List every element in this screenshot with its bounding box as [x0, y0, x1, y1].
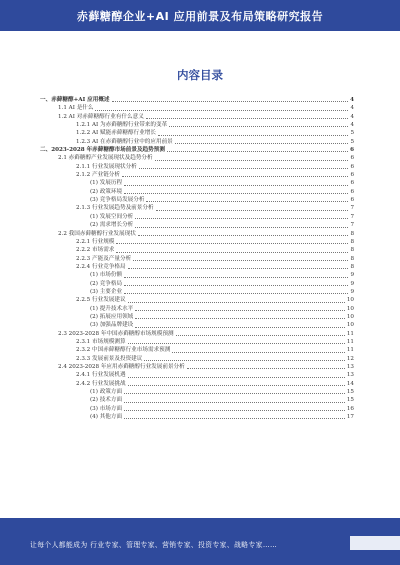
toc-entry-label: 2.2.5 行业发展建议	[76, 297, 126, 304]
toc-leader-dots	[135, 217, 348, 219]
toc-entry-page: 13	[346, 372, 354, 379]
toc-entry[interactable]	[36, 138, 354, 146]
toc-entry-label: 2.4.1 行业发展机遇	[76, 372, 126, 379]
toc-leader-dots	[135, 326, 345, 328]
toc-entry-label: 2.3 2023-2028 年中国赤藓糖醇市场规模预测	[58, 330, 174, 337]
toc-entry[interactable]	[36, 255, 354, 263]
toc-entry[interactable]	[36, 213, 354, 221]
toc-entry-page: 10	[346, 322, 354, 329]
toc-entry[interactable]	[36, 413, 354, 421]
toc-entry-label: 2.1.1 行业发展现状分析	[76, 163, 137, 170]
toc-entry-label: (2) 拓展应用领域	[90, 313, 134, 320]
toc-entry-label: 2.4 2023-2028 年应用赤藓糖醇行业发展前景分析	[58, 364, 185, 370]
toc-entry[interactable]	[36, 355, 354, 363]
toc-entry-page: 4	[350, 105, 354, 112]
toc-entry[interactable]	[36, 288, 354, 296]
toc-entry-page: 4	[350, 122, 354, 129]
toc-entry-page: 6	[350, 180, 354, 187]
toc-entry[interactable]	[36, 338, 354, 346]
toc-entry-page: 15	[346, 389, 354, 396]
toc-leader-dots	[176, 334, 345, 336]
toc-entry-page: 10	[346, 297, 354, 304]
toc-entry[interactable]	[36, 113, 354, 121]
toc-entry-label: (3) 竞争格局发展分析	[90, 197, 145, 204]
toc-leader-dots	[156, 209, 349, 211]
toc-entry-label: 一、赤藓糖醇+AI 应用概述	[40, 97, 110, 103]
toc-entry-label: 2.3.3 发展前景及投资建议	[76, 355, 143, 362]
toc-leader-dots	[128, 301, 345, 303]
toc-leader-dots	[133, 259, 348, 261]
toc-entry[interactable]	[36, 405, 354, 413]
toc-leader-dots	[128, 384, 345, 386]
toc-leader-dots	[169, 125, 348, 127]
toc-entry-label: 2.2.2 市场需求	[76, 247, 115, 254]
toc-leader-dots	[124, 417, 345, 419]
toc-entry[interactable]	[36, 196, 354, 204]
toc-leader-dots	[128, 342, 345, 344]
toc-leader-dots	[95, 109, 348, 111]
toc-entry[interactable]	[36, 171, 354, 179]
table-of-contents	[36, 96, 354, 421]
toc-entry[interactable]	[36, 163, 354, 171]
toc-entry-page: 6	[350, 163, 354, 170]
toc-entry-label: 2.3.1 市场规模测算	[76, 338, 126, 345]
toc-entry-label: 2.3.2 中国赤藓糖醇行业市场需求预测	[76, 347, 171, 354]
toc-entry[interactable]	[36, 271, 354, 279]
toc-entry[interactable]	[36, 121, 354, 129]
toc-entry[interactable]	[36, 321, 354, 329]
toc-entry-label: (1) 市场份额	[90, 272, 123, 279]
toc-leader-dots	[112, 100, 349, 102]
toc-leader-dots	[146, 117, 349, 119]
toc-entry[interactable]	[36, 230, 354, 238]
footer-banner	[0, 518, 400, 565]
toc-heading: 内容目录	[177, 68, 223, 82]
toc-leader-dots	[135, 317, 345, 319]
header-banner	[0, 0, 400, 31]
toc-entry-label: (3) 加强品牌建设	[90, 322, 134, 329]
toc-entry-page: 11	[346, 338, 354, 345]
toc-leader-dots	[144, 359, 345, 361]
toc-entry[interactable]	[36, 396, 354, 404]
toc-entry[interactable]	[36, 380, 354, 388]
toc-entry-label: (3) 市场方面	[90, 405, 123, 412]
toc-entry-label: 2.2.1 行业规模	[76, 238, 115, 245]
toc-leader-dots	[128, 267, 349, 269]
toc-entry[interactable]	[36, 280, 354, 288]
toc-leader-dots	[175, 142, 349, 144]
toc-entry-label: (2) 需求增长分析	[90, 222, 134, 229]
toc-entry-page: 8	[350, 263, 354, 270]
toc-leader-dots	[135, 309, 345, 311]
toc-leader-dots	[124, 276, 348, 278]
toc-entry-label: (4) 其他方面	[90, 414, 123, 421]
toc-entry-page: 5	[350, 130, 354, 137]
toc-entry-label: 二、2023-2028 年赤藓糖醇市场前景及趋势预测	[40, 147, 165, 154]
toc-entry-label: 1.2 AI 对赤藓糖醇行业有什么意义	[58, 113, 144, 120]
toc-leader-dots	[124, 192, 348, 194]
toc-leader-dots	[122, 175, 348, 177]
toc-entry-label: 2.2.4 行业竞争格局	[76, 263, 126, 270]
toc-entry-page: 6	[350, 197, 354, 204]
toc-entry[interactable]	[36, 221, 354, 229]
toc-entry-label: 2.4.2 行业发展挑战	[76, 380, 126, 387]
toc-entry[interactable]	[36, 263, 354, 271]
toc-entry[interactable]	[36, 330, 354, 338]
toc-entry-label: 2.1 赤藓糖醇产业发展现状及趋势分析	[58, 155, 153, 162]
toc-leader-dots	[155, 159, 349, 161]
toc-entry-page: 6	[350, 147, 354, 154]
toc-leader-dots	[116, 242, 348, 244]
toc-entry-page: 7	[350, 213, 354, 220]
toc-entry[interactable]	[36, 371, 354, 379]
toc-leader-dots	[124, 292, 348, 294]
toc-entry[interactable]	[36, 96, 354, 104]
toc-entry-page: 5	[350, 138, 354, 145]
toc-leader-dots	[124, 184, 348, 186]
toc-entry-page: 11	[346, 347, 354, 354]
footer-accent-bar	[350, 536, 400, 550]
toc-entry-page: 14	[346, 380, 354, 387]
toc-entry-page: 8	[350, 238, 354, 245]
toc-leader-dots	[124, 392, 345, 394]
toc-entry-page: 9	[350, 272, 354, 279]
toc-entry-page: 4	[350, 113, 354, 120]
toc-entry[interactable]	[36, 104, 354, 112]
toc-entry-label: 1.2.3 AI 在赤藓糖醇行业中的应用前景	[76, 138, 173, 145]
toc-entry[interactable]	[36, 363, 354, 371]
toc-entry-page: 10	[346, 305, 354, 312]
toc-entry-page: 8	[350, 230, 354, 237]
toc-entry-page: 11	[346, 330, 354, 337]
toc-entry[interactable]	[36, 305, 354, 313]
toc-entry[interactable]	[36, 238, 354, 246]
toc-leader-dots	[187, 367, 345, 369]
toc-entry-page: 7	[350, 222, 354, 229]
toc-leader-dots	[124, 409, 345, 411]
toc-entry-label: (2) 政策环境	[90, 188, 123, 195]
toc-entry-page: 10	[346, 313, 354, 320]
toc-entry-label: 1.2.1 AI 为赤藓糖醇行业带来的变革	[76, 122, 168, 129]
toc-entry-page: 9	[350, 288, 354, 295]
toc-entry-page: 17	[346, 414, 354, 421]
footer-slogan: 让每个人都能成为 行业专家、管理专家、营销专家、投资专家、战略专家……	[30, 541, 278, 549]
toc-entry-page: 4	[350, 97, 354, 103]
toc-entry-label: (3) 主要企业	[90, 288, 123, 295]
toc-entry-label: 1.2.2 AI 赋能赤藓糖醇行业增长	[76, 130, 156, 137]
toc-entry-label: (1) 发展历程	[90, 180, 123, 187]
toc-leader-dots	[124, 284, 348, 286]
toc-entry[interactable]	[36, 129, 354, 137]
toc-entry[interactable]	[36, 346, 354, 354]
toc-leader-dots	[146, 200, 348, 202]
toc-entry-page: 8	[350, 247, 354, 254]
toc-entry[interactable]	[36, 204, 354, 212]
toc-entry-label: 2.2.3 产能及产量分析	[76, 255, 132, 262]
toc-leader-dots	[135, 226, 348, 228]
toc-entry[interactable]	[36, 179, 354, 187]
toc-entry-page: 6	[350, 172, 354, 179]
toc-entry-label: (2) 技术方面	[90, 397, 123, 404]
toc-entry-page: 13	[346, 364, 354, 370]
toc-entry-page: 8	[350, 255, 354, 262]
toc-entry-page: 12	[346, 355, 354, 362]
toc-entry-label: 1.1 AI 是什么	[58, 105, 94, 112]
toc-entry[interactable]	[36, 296, 354, 304]
toc-entry-page: 7	[350, 205, 354, 212]
toc-entry-page: 6	[350, 155, 354, 162]
toc-entry-label: 2.1.2 产业链分析	[76, 172, 120, 179]
toc-entry-label: (1) 政策方面	[90, 389, 123, 396]
toc-leader-dots	[124, 401, 345, 403]
report-title: 赤藓糖醇企业+AI 应用前景及布局策略研究报告	[76, 10, 324, 23]
toc-leader-dots	[139, 167, 349, 169]
toc-leader-dots	[158, 134, 348, 136]
toc-leader-dots	[116, 251, 348, 253]
toc-entry[interactable]	[36, 246, 354, 254]
toc-entry-label: 2.2 我国赤藓糖醇行业发展现状	[58, 230, 136, 237]
toc-entry[interactable]	[36, 188, 354, 196]
toc-entry-label: (1) 提升技术水平	[90, 305, 134, 312]
toc-leader-dots	[167, 150, 348, 152]
toc-entry-page: 6	[350, 188, 354, 195]
toc-entry-page: 15	[346, 397, 354, 404]
toc-entry[interactable]	[36, 146, 354, 154]
toc-entry[interactable]	[36, 388, 354, 396]
toc-entry-label: 2.1.3 行业发展趋势及前景分析	[76, 205, 154, 212]
toc-entry[interactable]	[36, 313, 354, 321]
toc-entry-page: 16	[346, 405, 354, 412]
toc-leader-dots	[128, 376, 345, 378]
toc-entry-page: 9	[350, 280, 354, 287]
toc-entry-label: (1) 发展空间分析	[90, 213, 134, 220]
toc-leader-dots	[172, 351, 345, 353]
toc-leader-dots	[138, 234, 349, 236]
toc-entry-label: (2) 竞争格局	[90, 280, 123, 287]
toc-entry[interactable]	[36, 154, 354, 162]
